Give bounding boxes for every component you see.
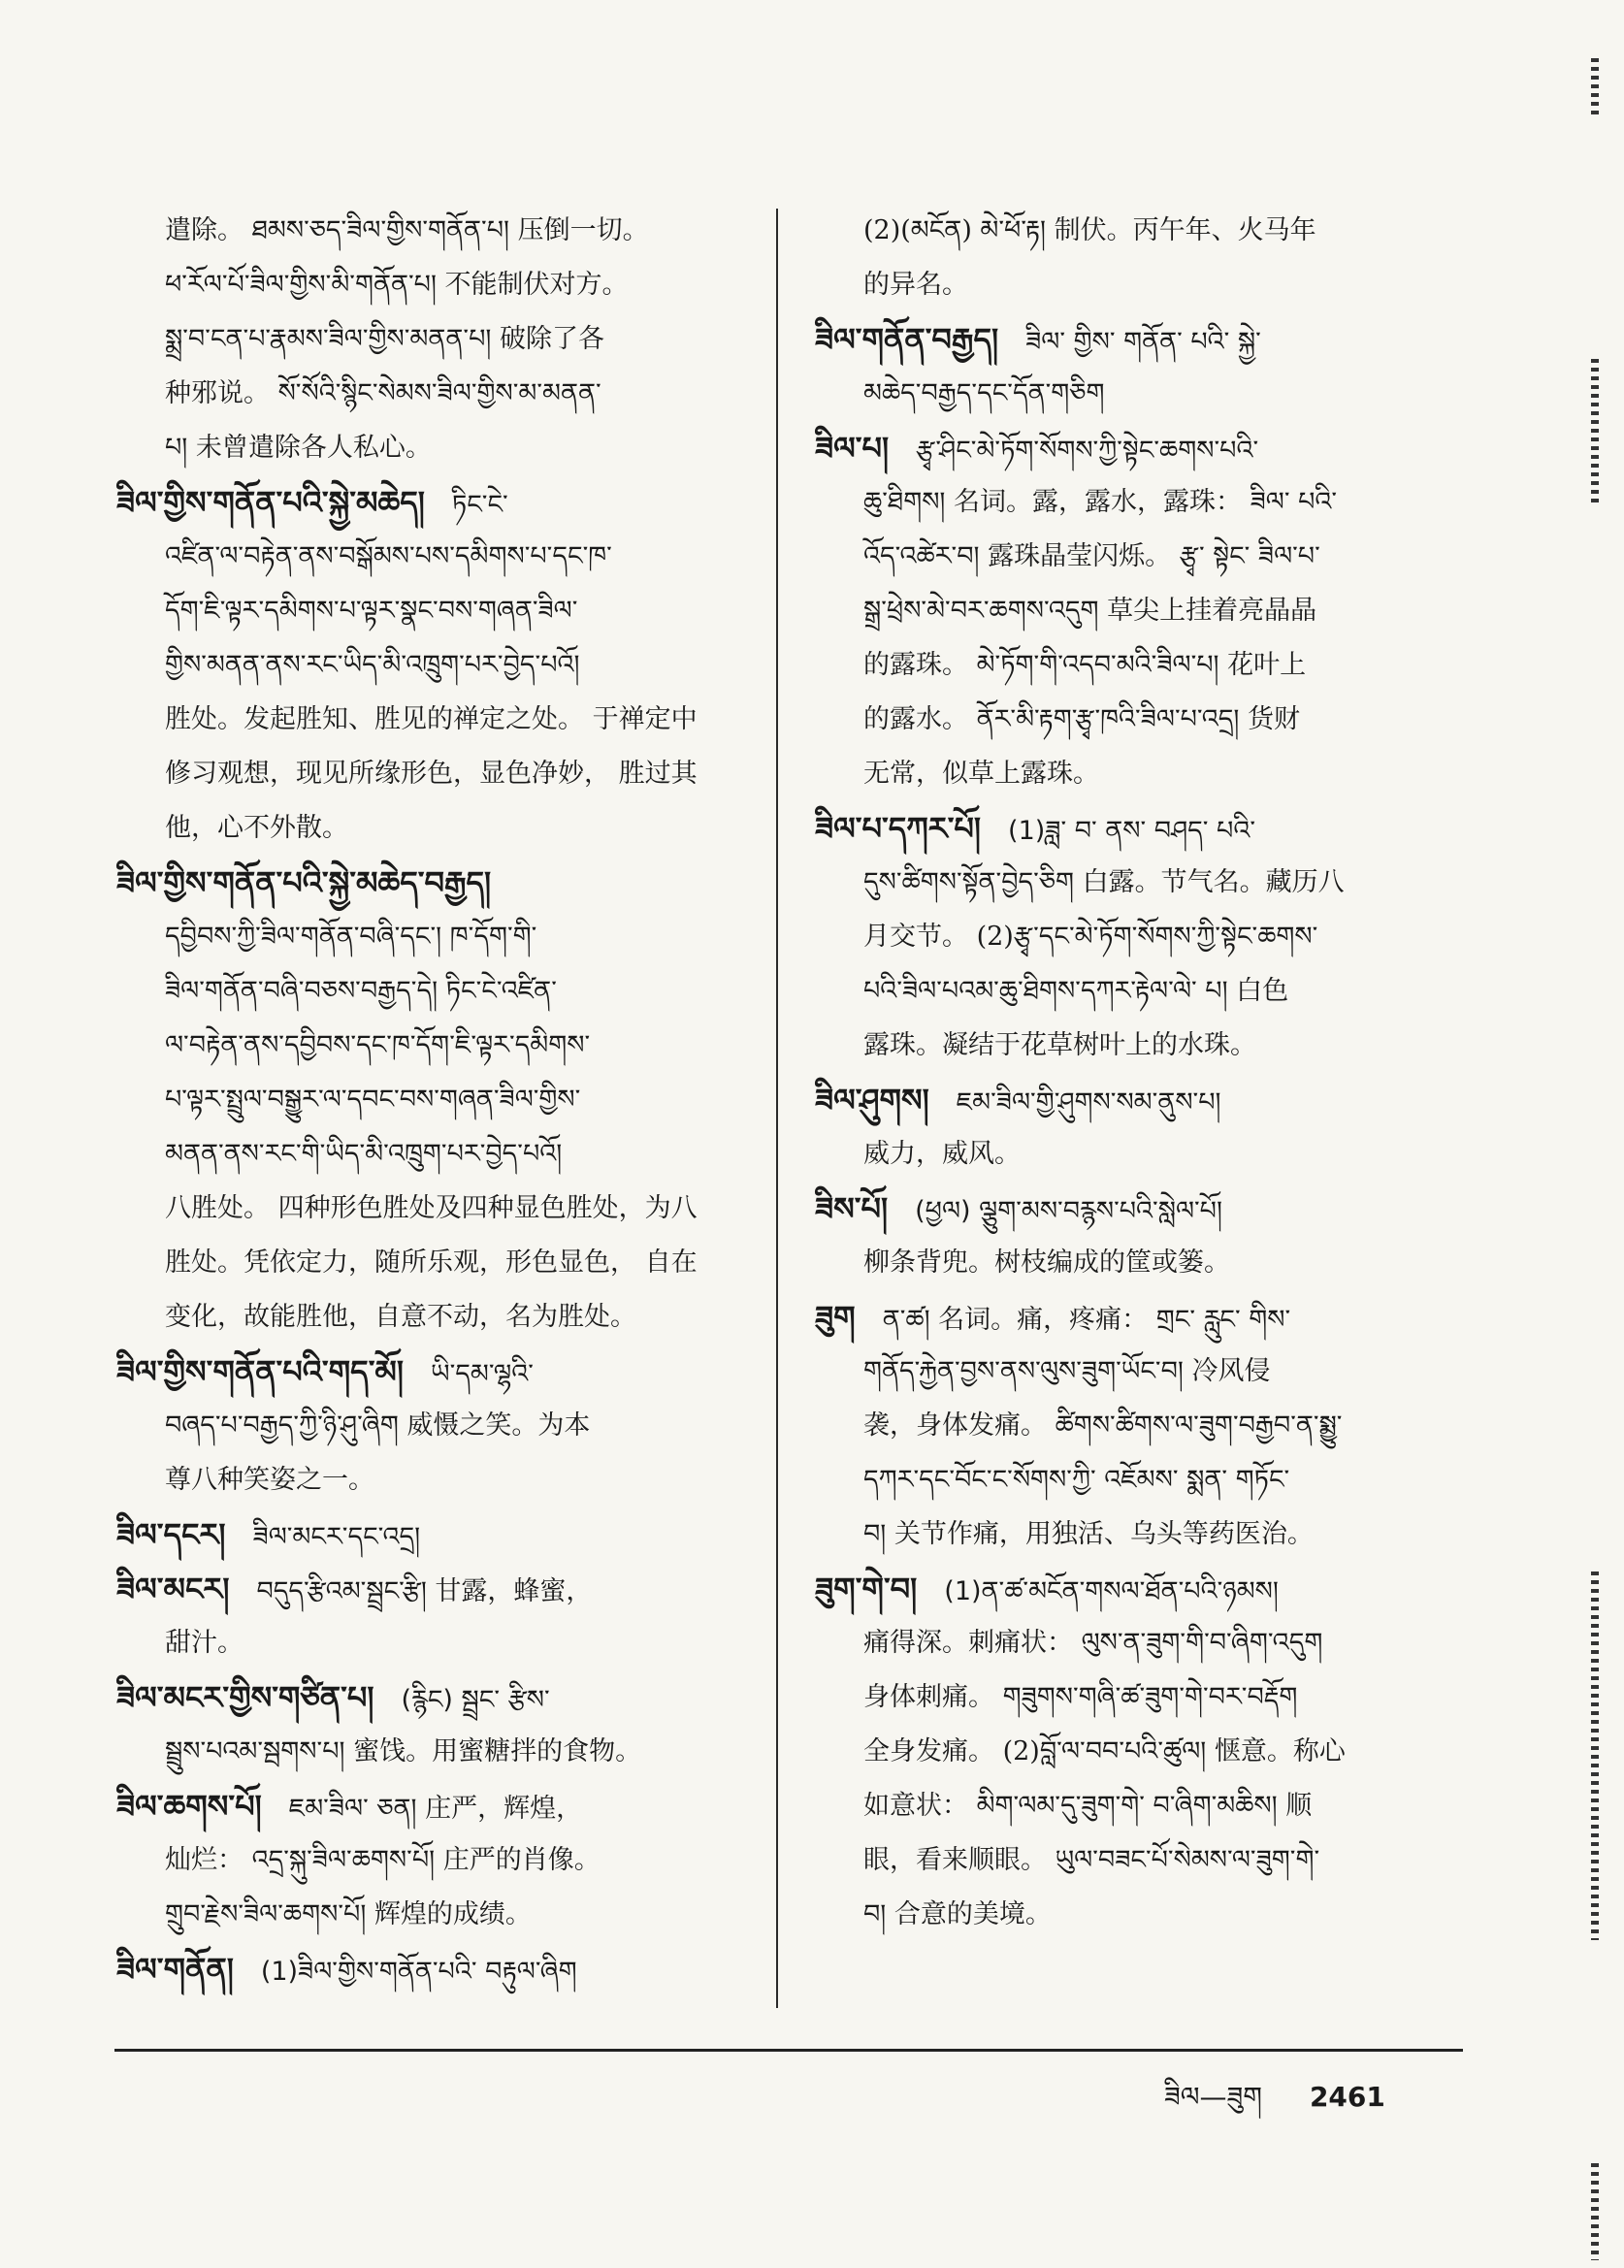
definition-line: ཕ་རོལ་པོ་ཟིལ་གྱིས་མི་གནོན་པ། 不能制伏对方。 xyxy=(165,270,629,300)
definition-line: མནན་ནས་རང་གི་ཡིད་མི་འཁྲུག་པར་བྱེད་པའོ། xyxy=(165,1139,563,1169)
definition-start: ཇམ་ཟིལ་གྱི་ཤུགས་སམ་ནུས་པ། xyxy=(956,1087,1221,1118)
definition-line: 变化，故能胜他，自意不动，名为胜处。 xyxy=(165,1302,636,1332)
headword: ཟིལ་གྱིས་གནོན་པའི་སྐྱེ་མཆེད། xyxy=(116,484,425,521)
headword: ཟུག xyxy=(815,1299,856,1336)
definition-line: དོག་ཇི་ལྟར་དམིགས་པ་ལྟར་སྣང་བས་གཞན་ཟིལ་ xyxy=(165,596,578,626)
entry-headword-line xyxy=(815,421,1436,475)
definition-start: (ཕྱལ) ལྕུག་མས་བརྙས་པའི་སླེལ་པོ། xyxy=(915,1196,1222,1226)
headword: ཟིལ་པ། xyxy=(815,430,890,467)
headword: ཟིལ་གནོན། xyxy=(116,1951,234,1988)
definition-line: 无常，似草上露珠。 xyxy=(863,759,1099,789)
margin-mark xyxy=(1591,1571,1599,1940)
definition-line: 种邪说。 སོ་སོའི་སྙིང་སེམས་ཟིལ་གྱིས་མ་མནན་ xyxy=(165,378,601,408)
left-column xyxy=(116,204,737,1996)
definition-line: 柳条背兜。树枝编成的筐或篓。 xyxy=(863,1247,1230,1278)
entry-headword-line xyxy=(116,1345,737,1399)
headword: ཟིལ་གྱིས་གནོན་པའི་སྐྱེ་མཆེད་བརྒྱད། xyxy=(116,864,492,901)
definition-line: 身体刺痛。 གཟུགས་གཞི་ཚ་ཟུག་གེ་བར་བརྡོག xyxy=(863,1682,1298,1712)
definition-start: རྩྭ་ཤིང་མེ་ཏོག་སོགས་ཀྱི་སྟེང་ཆགས་པའི་ xyxy=(916,436,1259,466)
entry-headword-line xyxy=(116,1942,737,1996)
definition-start: (1)ན་ཚ་མངོན་གསལ་ཐོན་པའི་ཉམས། xyxy=(944,1576,1279,1606)
entry-headword-line xyxy=(116,1562,737,1616)
definition-line: 袭，身体发痛。 ཚིགས་ཚིགས་ལ་ཟུག་བརྒྱབ་ན་སྨྱུ་ xyxy=(863,1410,1343,1441)
page-number: 2461 xyxy=(1309,2081,1385,2113)
margin-mark xyxy=(1591,58,1599,116)
definition-line: 全身发痛。 (2)བློ་ལ་བབ་པའི་ཚུལ། 惬意。称心 xyxy=(863,1736,1346,1766)
definition-line: 八胜处。 四种形色胜处及四种显色胜处，为八 xyxy=(165,1193,698,1223)
headword: ཟིལ་མངར། xyxy=(116,1571,230,1607)
definition-line: པའི་ཟིལ་པའམ་ཆུ་ཐིགས་དཀར་རྟེལ་ལེ་ པ། 白色 xyxy=(863,976,1289,1006)
definition-line: 甜汁。 xyxy=(165,1628,244,1658)
definition-line: 遣除。 ཐམས་ཅད་ཟིལ་གྱིས་གནོན་པ། 压倒一切。 xyxy=(165,215,649,245)
definition-line: 胜处。发起胜知、胜见的禅定之处。 于禅定中 xyxy=(165,704,698,734)
definition-line: སྒྲ་ཕྲེས་མེ་བར་ཆགས་འདུག 草尖上挂着亮晶晶 xyxy=(863,596,1317,626)
column-divider xyxy=(776,209,778,2008)
definition-line: སྦྲུས་པའམ་སྦགས་པ། 蜜饯。用蜜糖拌的食物。 xyxy=(165,1736,642,1766)
definition-line: བཞད་པ་བརྒྱད་ཀྱི་ཉི་ཤུ་ཞིག 威慑之笑。为本 xyxy=(165,1410,591,1441)
definition-line: 胜处。凭依定力，随所乐观，形色显色， 自在 xyxy=(165,1247,698,1278)
definition-line: 痛得深。刺痛状： ལུས་ན་ཟུག་གི་བ་ཞིག་འདུག xyxy=(863,1628,1323,1658)
entry-headword-line xyxy=(815,1290,1436,1345)
definition-line: དུས་ཚིགས་སྟོན་བྱེད་ཅིག 白露。节气名。藏历八 xyxy=(863,867,1345,897)
definition-line: འཛིན་ལ་བརྟེན་ནས་བསྒོམས་པས་དམིགས་པ་དང་ཁ་ xyxy=(165,541,612,571)
definition-start: (1)ཟླ་ བ་ ནས་ བཤད་ པའི་ xyxy=(1008,816,1256,846)
entry-headword-line xyxy=(116,856,737,910)
headword: ཟིལ་ཤུགས། xyxy=(815,1082,929,1118)
definition-line: དཀར་དང་བོང་ང་སོགས་ཀྱི་ འཇོམས་ སྨན་ གཏོང་ xyxy=(863,1465,1290,1495)
definition-line: 尊八种笑姿之一。 xyxy=(165,1465,374,1495)
definition-line: 的露水。 ནོར་མི་རྟག་རྩྭ་ཁའི་ཟིལ་པ་འདྲ། 货财 xyxy=(863,704,1301,734)
entry-headword-line xyxy=(116,1507,737,1562)
definition-line: མཆེད་བརྒྱད་དང་དོན་གཅིག xyxy=(863,378,1105,408)
definition-line: 月交节。 (2)རྩྭ་དང་མེ་ཏོག་སོགས་ཀྱི་སྟེང་ཆགས་ xyxy=(863,922,1318,952)
definition-line: བ། 关节作痛，用独活、乌头等药医治。 xyxy=(863,1519,1314,1549)
definition-start: ཡི་དམ་ལྷའི་ xyxy=(431,1359,534,1389)
definition-line: ཆུ་ཐིགས། 名词。露，露水，露珠： ཟིལ་ པའི་ xyxy=(863,487,1338,517)
entry-headword-line xyxy=(815,1182,1436,1236)
right-column xyxy=(815,204,1436,1942)
entry-headword-line xyxy=(815,1073,1436,1127)
headword: ཟིལ་མངར་གྱིས་གཙིན་པ། xyxy=(116,1679,374,1716)
definition-line: གྱིས་མནན་ནས་རང་ཡིད་མི་འཁྲུག་པར་བྱེད་པའོ། xyxy=(165,650,580,680)
entry-headword-line xyxy=(815,801,1436,856)
definition-line: 他，心不外散。 xyxy=(165,813,348,843)
entry-headword-line xyxy=(815,1562,1436,1616)
definition-line: གྲུབ་རྗེས་ཟིལ་ཆགས་པོ། 辉煌的成绩。 xyxy=(165,1899,532,1929)
definition-line: ལ་བརྟེན་ནས་དབྱིབས་དང་ཁ་དོག་ཇི་ལྟར་དམིགས་ xyxy=(165,1030,591,1060)
definition-line: 威力，威风。 xyxy=(863,1139,1021,1169)
headword: ཟིལ་གནོན་བརྒྱད། xyxy=(815,321,999,358)
definition-line: 的异名。 xyxy=(863,270,968,300)
definition-line: (2)(མངོན) མེ་ཕོ་རྟ། 制伏。丙午年、火马年 xyxy=(863,215,1316,245)
definition-line: 修习观想，现见所缘形色，显色净妙， 胜过其 xyxy=(165,759,698,789)
definition-start: ཟིལ་མངར་དང་འདྲ། xyxy=(252,1522,421,1552)
definition-start: ཏིང་ངེ་ xyxy=(451,490,508,520)
entry-headword-line xyxy=(815,312,1436,367)
margin-mark xyxy=(1591,359,1599,504)
footer-range: ཟིལ—ཟུག xyxy=(1164,2081,1263,2113)
definition-line: ཟིལ་གནོན་བཞི་བཅས་བརྒྱད་དེ། ཏིང་ངེ་འཛིན་ xyxy=(165,976,557,1006)
definition-start: ཟིལ་ གྱིས་ གནོན་ པའི་ སྐྱེ་ xyxy=(1025,327,1261,357)
definition-line: པ་ལྟར་སྤྲུལ་བསྒྱུར་ལ་དབང་བས་གཞན་ཟིལ་གྱིས་ xyxy=(165,1085,581,1115)
margin-mark xyxy=(1591,2163,1599,2260)
definition-start: (1)ཟིལ་གྱིས་གནོན་པའི་ བརྟུལ་ཞིག xyxy=(260,1957,577,1987)
headword: ཟིལ་ཆགས་པོ། xyxy=(116,1788,262,1825)
definition-line: བ། 合意的美境。 xyxy=(863,1899,1052,1929)
definition-line: 灿烂： འདྲ་སྐུ་ཟིལ་ཆགས་པོ། 庄严的肖像。 xyxy=(165,1845,601,1875)
definition-line: སྨྲ་བ་ངན་པ་རྣམས་ཟིལ་གྱིས་མནན་པ། 破除了各 xyxy=(165,324,604,354)
definition-line: 眼，看来顺眼。 ཡུལ་བཟང་པོ་སེམས་ལ་ཟུག་གེ་ xyxy=(863,1845,1320,1875)
headword: ཟུག་གེ་བ། xyxy=(815,1571,918,1607)
definition-line: འོད་འཚེར་བ། 露珠晶莹闪烁。 རྩྭ་ སྟེང་ ཟིལ་པ་ xyxy=(863,541,1320,571)
definition-line: 的露珠。 མེ་ཏོག་གི་འདབ་མའི་ཟིལ་པ། 花叶上 xyxy=(863,650,1307,680)
headword: ཟིལ་དངར། xyxy=(116,1516,226,1553)
headword: ཟིས་པོ། xyxy=(815,1190,889,1227)
entry-headword-line xyxy=(116,1670,737,1725)
page-footer xyxy=(1164,2066,1385,2143)
definition-start: བདུད་རྩིའམ་སྦྲང་རྩི། 甘露，蜂蜜， xyxy=(256,1576,593,1606)
definition-start: ན་ཚ། 名词。痛，疼痛： གྲང་ རླུང་ གིས་ xyxy=(882,1305,1291,1335)
entry-headword-line xyxy=(116,475,737,530)
headword: ཟིལ་གྱིས་གནོན་པའི་གད་མོ། xyxy=(116,1353,405,1390)
definition-start: (རྙིང) སྦྲང་ རྩིས་ xyxy=(401,1685,550,1715)
definition-line: 露珠。凝结于花草树叶上的水珠。 xyxy=(863,1030,1256,1060)
definition-line: 如意状： མིག་ལམ་དུ་ཟུག་གེ་ བ་ཞིག་མཆིས། 顺 xyxy=(863,1791,1313,1821)
definition-line: གནོད་རྐྱེན་བྱས་ནས་ལུས་ཟུག་ཡོང་བ། 冷风侵 xyxy=(863,1356,1271,1386)
definition-line: དབྱིབས་ཀྱི་ཟིལ་གནོན་བཞི་དང་། ཁ་དོག་གི་ xyxy=(165,922,537,952)
headword: ཟིལ་པ་དཀར་པོ། xyxy=(815,810,982,847)
definition-start: ཇམ་ཟིལ་ ཅན། 庄严，辉煌， xyxy=(288,1794,583,1824)
definition-line: པ། 未曾遣除各人私心。 xyxy=(165,433,432,463)
footer-rule xyxy=(114,2049,1463,2052)
entry-headword-line xyxy=(116,1779,737,1833)
